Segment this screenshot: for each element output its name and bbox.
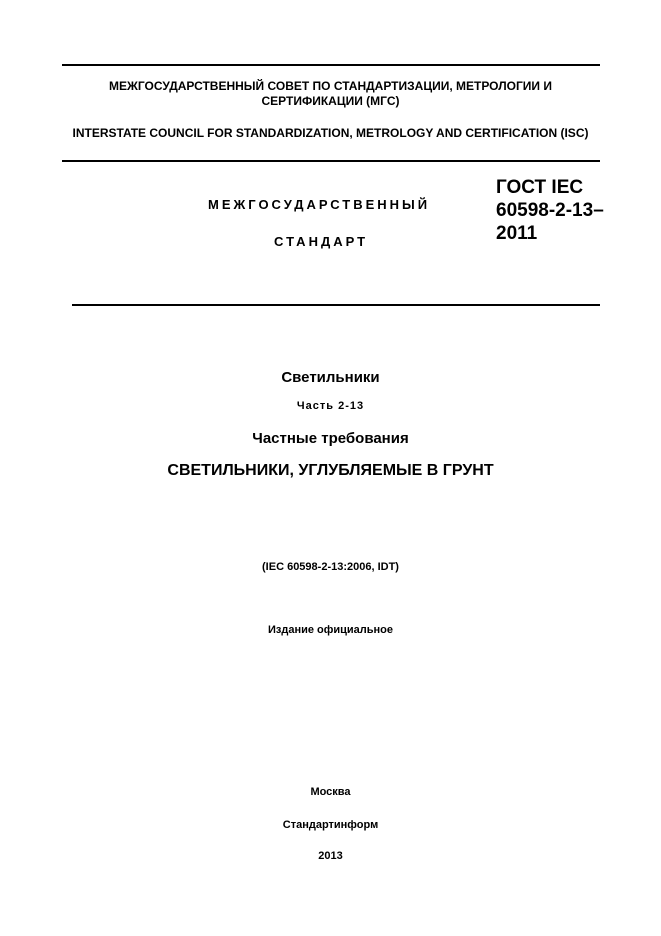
council-name-en: INTERSTATE COUNCIL FOR STANDARDIZATION, METROLOGY AND CERTIFICATION (ISC) xyxy=(72,126,589,140)
standard-number-line2: 60598-2-13– xyxy=(496,200,604,221)
document-subtitle: Частные требования xyxy=(252,430,409,447)
standard-number-line1: ГОСТ IEC xyxy=(496,177,584,198)
standard-label-line2: СТАНДАРТ xyxy=(274,234,369,249)
council-divider xyxy=(62,160,600,162)
edition-label: Издание официальное xyxy=(267,624,394,636)
designation-divider xyxy=(72,304,600,306)
standard-number xyxy=(496,176,636,245)
publication-city: Москва xyxy=(310,786,351,798)
document-heading: СВЕТИЛЬНИКИ, УГЛУБЛЯЕМЫЕ В ГРУНТ xyxy=(167,462,494,479)
publisher-name: Стандартинформ xyxy=(282,819,379,831)
top-rule xyxy=(62,64,600,66)
iec-reference: (IEC 60598-2-13:2006, IDT) xyxy=(262,561,399,573)
council-name-ru: МЕЖГОСУДАРСТВЕННЫЙ СОВЕТ ПО СТАНДАРТИЗАЦИИ, МЕТРОЛОГИИ И СЕРТИФИКАЦИИ (МГС) xyxy=(109,79,552,108)
publication-year: 2013 xyxy=(318,850,343,862)
standard-label-line1: МЕЖГОСУДАРСТВЕННЫЙ xyxy=(208,197,431,212)
document-title: Светильники xyxy=(281,369,380,386)
standard-number-line3: 2011 xyxy=(496,223,538,244)
document-part: Часть 2-13 xyxy=(296,400,365,412)
